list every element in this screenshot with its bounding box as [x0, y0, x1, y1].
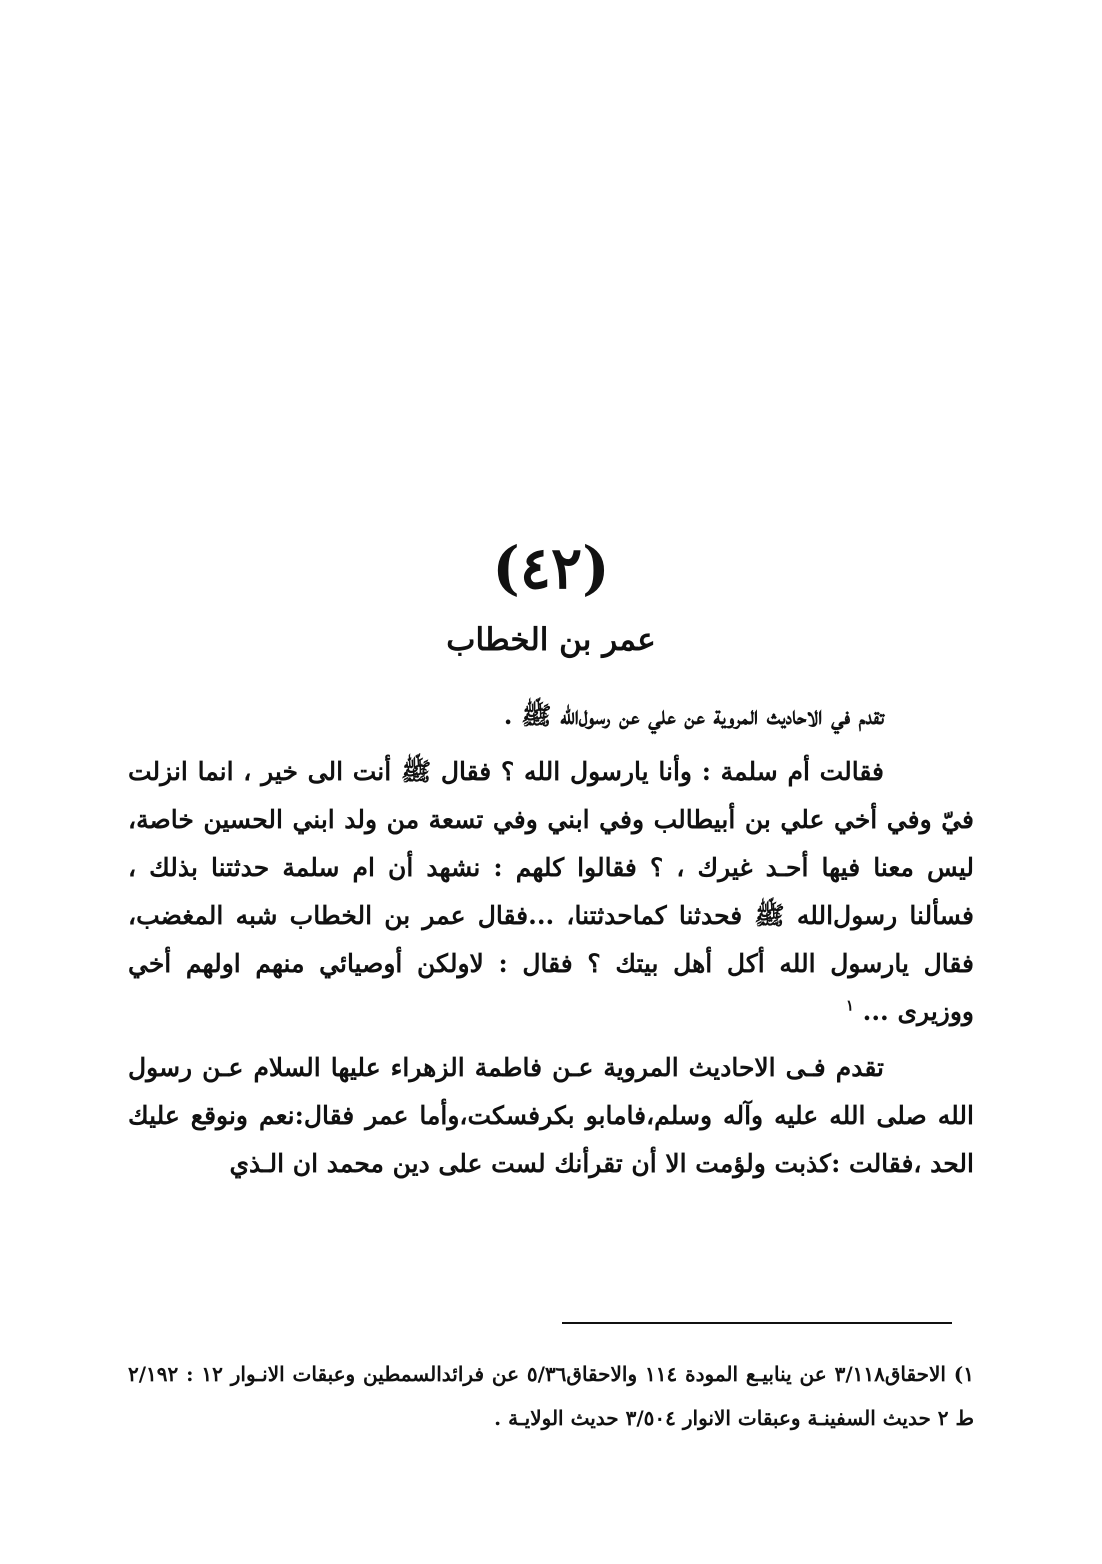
footnotes: [128, 1352, 974, 1440]
footnote-divider: [562, 1322, 952, 1324]
footnote-1: ١) الاحقاق٣/١١٨ عن ينابيـع المودة ١١٤ والاحقاق٥/٣٦ عن فرائدالسمطين وعبقات الانـوار ١٢ : ٢/١٩٢ ط ٢ حديث السفينـة وعبقات الانوار ٣/٥٠٤ حديث الولايـة .: [128, 1362, 974, 1430]
paragraph-3: [128, 1044, 974, 1188]
footnote-reference: ١: [845, 996, 854, 1015]
chapter-number: (٤٢): [492, 534, 610, 602]
chapter-title: عمر بن الخطاب: [446, 622, 656, 658]
paragraph-2: [128, 748, 974, 1036]
paragraph-1: [128, 692, 974, 740]
body-text: [128, 692, 974, 1188]
paragraph-2-text: فقالت أم سلمة : وأنا يارسول الله ؟ فقال ﷺ أنت الى خير ، انما انزلت فيّ وفي أخي علي بن أبيطالب وفي ابني وفي تسعة من ولد ابني الحسين خاصة، ليس معنا فيها أحـد غيرك ، ؟ فقالوا كلهم : نشهد أن ام سلمة حدثتنا بذلك ، فسألنا رسول‌الله ﷺ فحدثنا كماحدثتنا، ...فقال عمر بن الخطاب شبه المغضب، فقال يارسول الله أكل أهل بيتك ؟ فقال : لاولكن أوصيائي منهم اولهم أخي ووزيرى ...: [128, 757, 974, 1026]
paragraph-3-text: تقدم فـى الاحاديث المروية عـن فاطمة الزهراء عليها السلام عـن رسول الله صلى الله عليه وآله وسلم،فامابو بكرفسكت،وأما عمر فقال:نعم ونوقع عليك الحد ،فقالت :كذبت ولؤمت الا أن تقرأنك لست على دين محمد ان الـذي: [128, 1053, 974, 1178]
paragraph-1-text: تقدم في الاحاديث المروية عن علي عن رسول‌الله ﷺ .: [503, 701, 884, 730]
